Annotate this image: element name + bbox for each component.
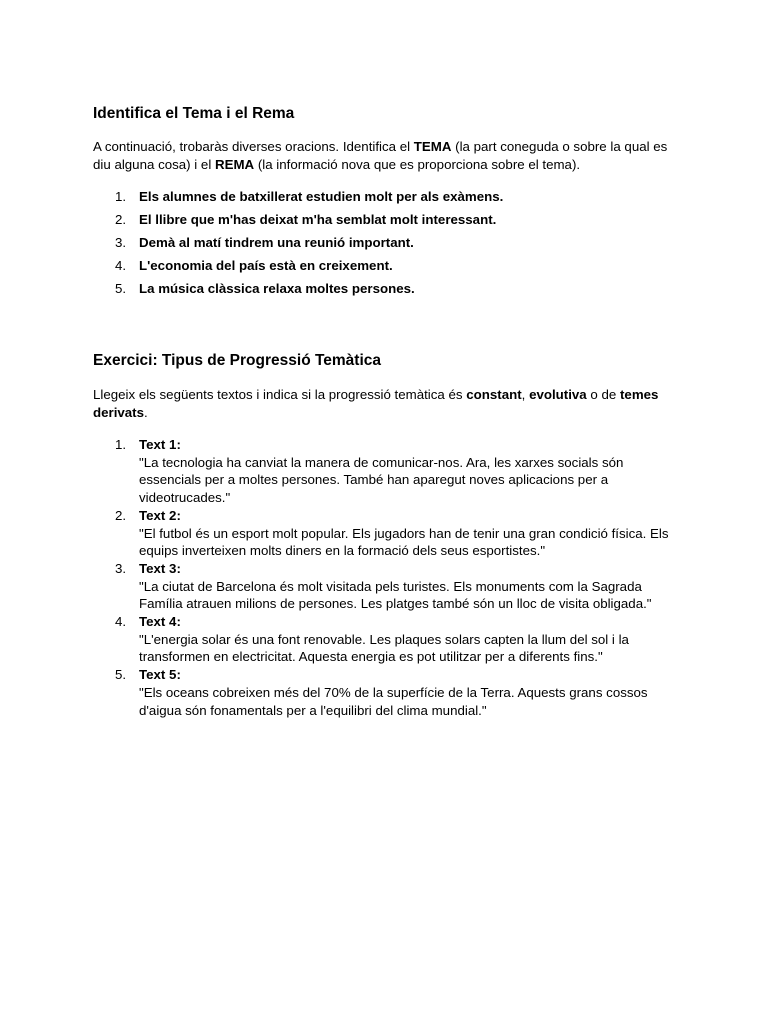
text-quote: "El futbol és un esport molt popular. Els jugadors han de tenir una gran condició física. Els equips inverteixen molts diners en la formació dels seus esportistes.": [139, 525, 669, 559]
keyword-rema: REMA: [214, 157, 255, 172]
sentence-text: El llibre que m'has deixat m'ha semblat molt interessant.: [139, 212, 497, 227]
keyword-constant: constant: [466, 387, 522, 402]
list-item: [93, 280, 678, 303]
list-item: [93, 560, 678, 613]
list-number: 5.: [115, 667, 127, 683]
list-item: [93, 188, 678, 211]
list-number: 1.: [115, 437, 127, 452]
list-number: 3.: [115, 235, 127, 250]
list-number: 4.: [115, 614, 127, 630]
keyword-temes-derivats: temes derivats: [93, 387, 659, 420]
section-title-tema-rema: Identifica el Tema i el Rema: [93, 105, 295, 122]
intro-text: (la part coneguda o sobre la qual es diu alguna cosa) i el: [93, 139, 668, 172]
list-item: [93, 234, 678, 257]
keyword-evolutiva: evolutiva: [529, 387, 587, 402]
text-label: Text 4:: [139, 614, 181, 630]
list-number: 2.: [115, 212, 127, 227]
sentence-text: L'economia del país està en creixement.: [139, 258, 393, 273]
intro-text: ,: [521, 387, 530, 402]
text-quote: "L'energia solar és una font renovable. Les plaques solars capten la llum del sol i la transformen en electricitat. Aquesta energia es pot utilitzar per a diferents fins.": [139, 631, 629, 665]
sentence-text: Els alumnes de batxillerat estudien molt per als exàmens.: [139, 189, 504, 204]
text-quote: "La ciutat de Barcelona és molt visitada pels turistes. Els monuments com la Sagrada Família atrauen milions de persones. Les platges també són un lloc de visita obligada.": [139, 578, 652, 612]
text-quote: "Els oceans cobreixen més del 70% de la superfície de la Terra. Aquests grans cossos d'aigua són fonamentals per a l'equilibri del clima mundial.": [139, 684, 648, 718]
section-intro-progressio: [93, 386, 678, 422]
list-number: 5.: [115, 281, 127, 296]
section-intro-tema-rema: [93, 138, 678, 174]
text-list: [93, 436, 678, 719]
sentence-list: [93, 188, 678, 303]
text-quote: "La tecnologia ha canviat la manera de comunicar-nos. Ara, les xarxes socials són essencials per a moltes persones. També han aparegut noves aplicacions per a videotrucades.": [139, 454, 624, 506]
list-item: [93, 211, 678, 234]
list-number: 3.: [115, 560, 127, 576]
text-label: Text 3:: [139, 560, 181, 576]
list-item: [93, 613, 678, 666]
intro-text: .: [144, 405, 148, 420]
keyword-tema: TEMA: [413, 139, 452, 154]
text-label: Text 1:: [139, 437, 181, 452]
intro-text: (la informació nova que es proporciona sobre el tema).: [254, 157, 581, 172]
text-label: Text 2:: [139, 507, 181, 523]
sentence-text: La música clàssica relaxa moltes persones.: [139, 281, 415, 296]
sentence-text: Demà al matí tindrem una reunió important.: [139, 235, 414, 250]
list-number: 1.: [115, 189, 127, 204]
list-number: 2.: [115, 507, 127, 523]
section-title-progressio: Exercici: Tipus de Progressió Temàtica: [93, 352, 382, 369]
list-item: [93, 257, 678, 280]
intro-text: Llegeix els següents textos i indica si la progressió temàtica és: [93, 387, 467, 402]
intro-text: o de: [586, 387, 620, 402]
list-item: [93, 436, 678, 507]
list-item: [93, 507, 678, 560]
text-label: Text 5:: [139, 667, 181, 683]
list-item: [93, 666, 678, 719]
intro-text: A continuació, trobaràs diverses oracions. Identifica el: [93, 139, 414, 154]
list-number: 4.: [115, 258, 127, 273]
